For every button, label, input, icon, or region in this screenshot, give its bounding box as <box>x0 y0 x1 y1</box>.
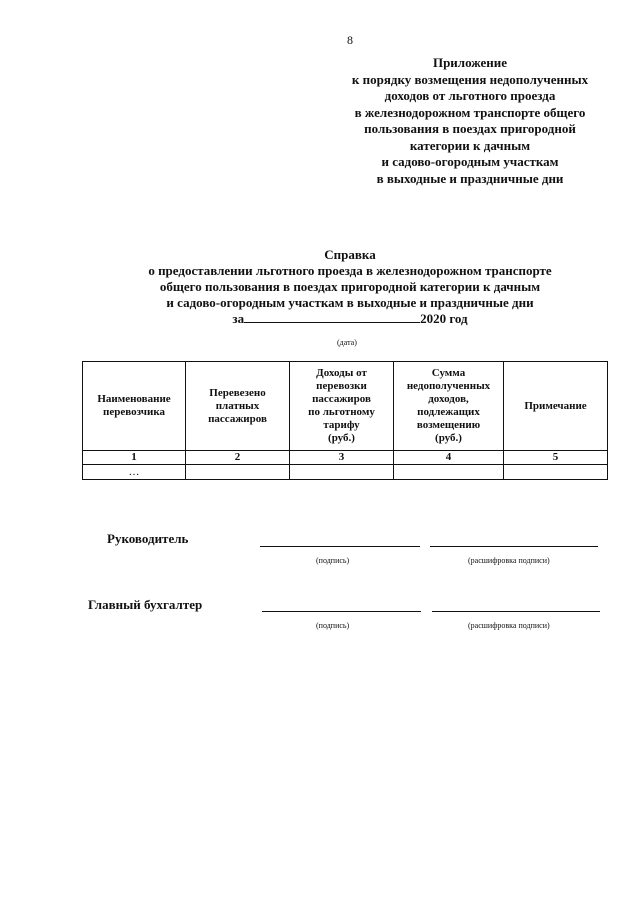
accountant-signature-line[interactable] <box>262 610 421 612</box>
header-income: Доходы от перевозки пассажиров по льготному тарифу (руб.) <box>290 362 394 451</box>
page-number: 8 <box>347 33 353 47</box>
table-cell[interactable] <box>394 465 504 480</box>
column-number: 5 <box>504 451 608 465</box>
table-cell[interactable] <box>504 465 608 480</box>
appendix-line: Приложение <box>432 55 508 70</box>
table-cell[interactable] <box>186 465 290 480</box>
table-row <box>83 465 608 480</box>
title-line: и садово-огородным участкам в выходные и праздничные дни <box>166 295 534 310</box>
column-number: 2 <box>186 451 290 465</box>
header-note: Примечание <box>504 362 608 451</box>
appendix-line: в железнодорожном транспорте общего <box>354 104 586 120</box>
accountant-name-caption: (расшифровка подписи) <box>468 621 550 630</box>
appendix-line: пользования в поездах пригородной <box>364 121 576 136</box>
period-suffix: 2020 год <box>420 311 468 326</box>
head-name-line[interactable] <box>430 545 598 547</box>
column-number: 1 <box>83 451 186 465</box>
head-signature-label: Руководитель <box>107 531 189 546</box>
header-row <box>83 362 608 451</box>
table-cell[interactable] <box>290 465 394 480</box>
header-passengers: Перевезено платных пассажиров <box>186 362 290 451</box>
table-cell[interactable]: … <box>83 465 186 480</box>
appendix-header <box>330 55 610 187</box>
title-line: общего пользования в поездах пригородной категории к дачным <box>159 279 541 294</box>
accountant-signature-caption: (подпись) <box>316 621 350 630</box>
header-carrier: Наименование перевозчика <box>83 362 186 451</box>
header-lost-income: Сумма недополученных доходов, подлежащих возмещению (руб.) <box>394 362 504 451</box>
appendix-line: к порядку возмещения недополученных <box>351 71 589 87</box>
document-title <box>80 247 620 327</box>
date-blank[interactable] <box>244 311 420 323</box>
appendix-line: и садово-огородным участкам <box>381 154 559 169</box>
title-line: о предоставлении льготного проезда в железнодорожном транспорте <box>148 263 552 278</box>
period-prefix: за <box>232 311 245 326</box>
column-number: 4 <box>394 451 504 465</box>
title-heading: Справка <box>324 247 376 262</box>
column-number: 3 <box>290 451 394 465</box>
report-table <box>82 361 608 480</box>
column-number-row <box>83 451 608 465</box>
head-signature-line[interactable] <box>260 545 420 547</box>
accountant-signature-label: Главный бухгалтер <box>88 597 203 612</box>
head-signature-caption: (подпись) <box>316 556 350 565</box>
head-name-caption: (расшифровка подписи) <box>468 556 550 565</box>
appendix-line: доходов от льготного проезда <box>384 88 556 103</box>
period-line <box>80 311 620 327</box>
date-caption: (дата) <box>337 338 357 347</box>
appendix-line: в выходные и праздничные дни <box>376 170 564 186</box>
accountant-name-line[interactable] <box>432 610 600 612</box>
appendix-line: категории к дачным <box>409 137 531 153</box>
